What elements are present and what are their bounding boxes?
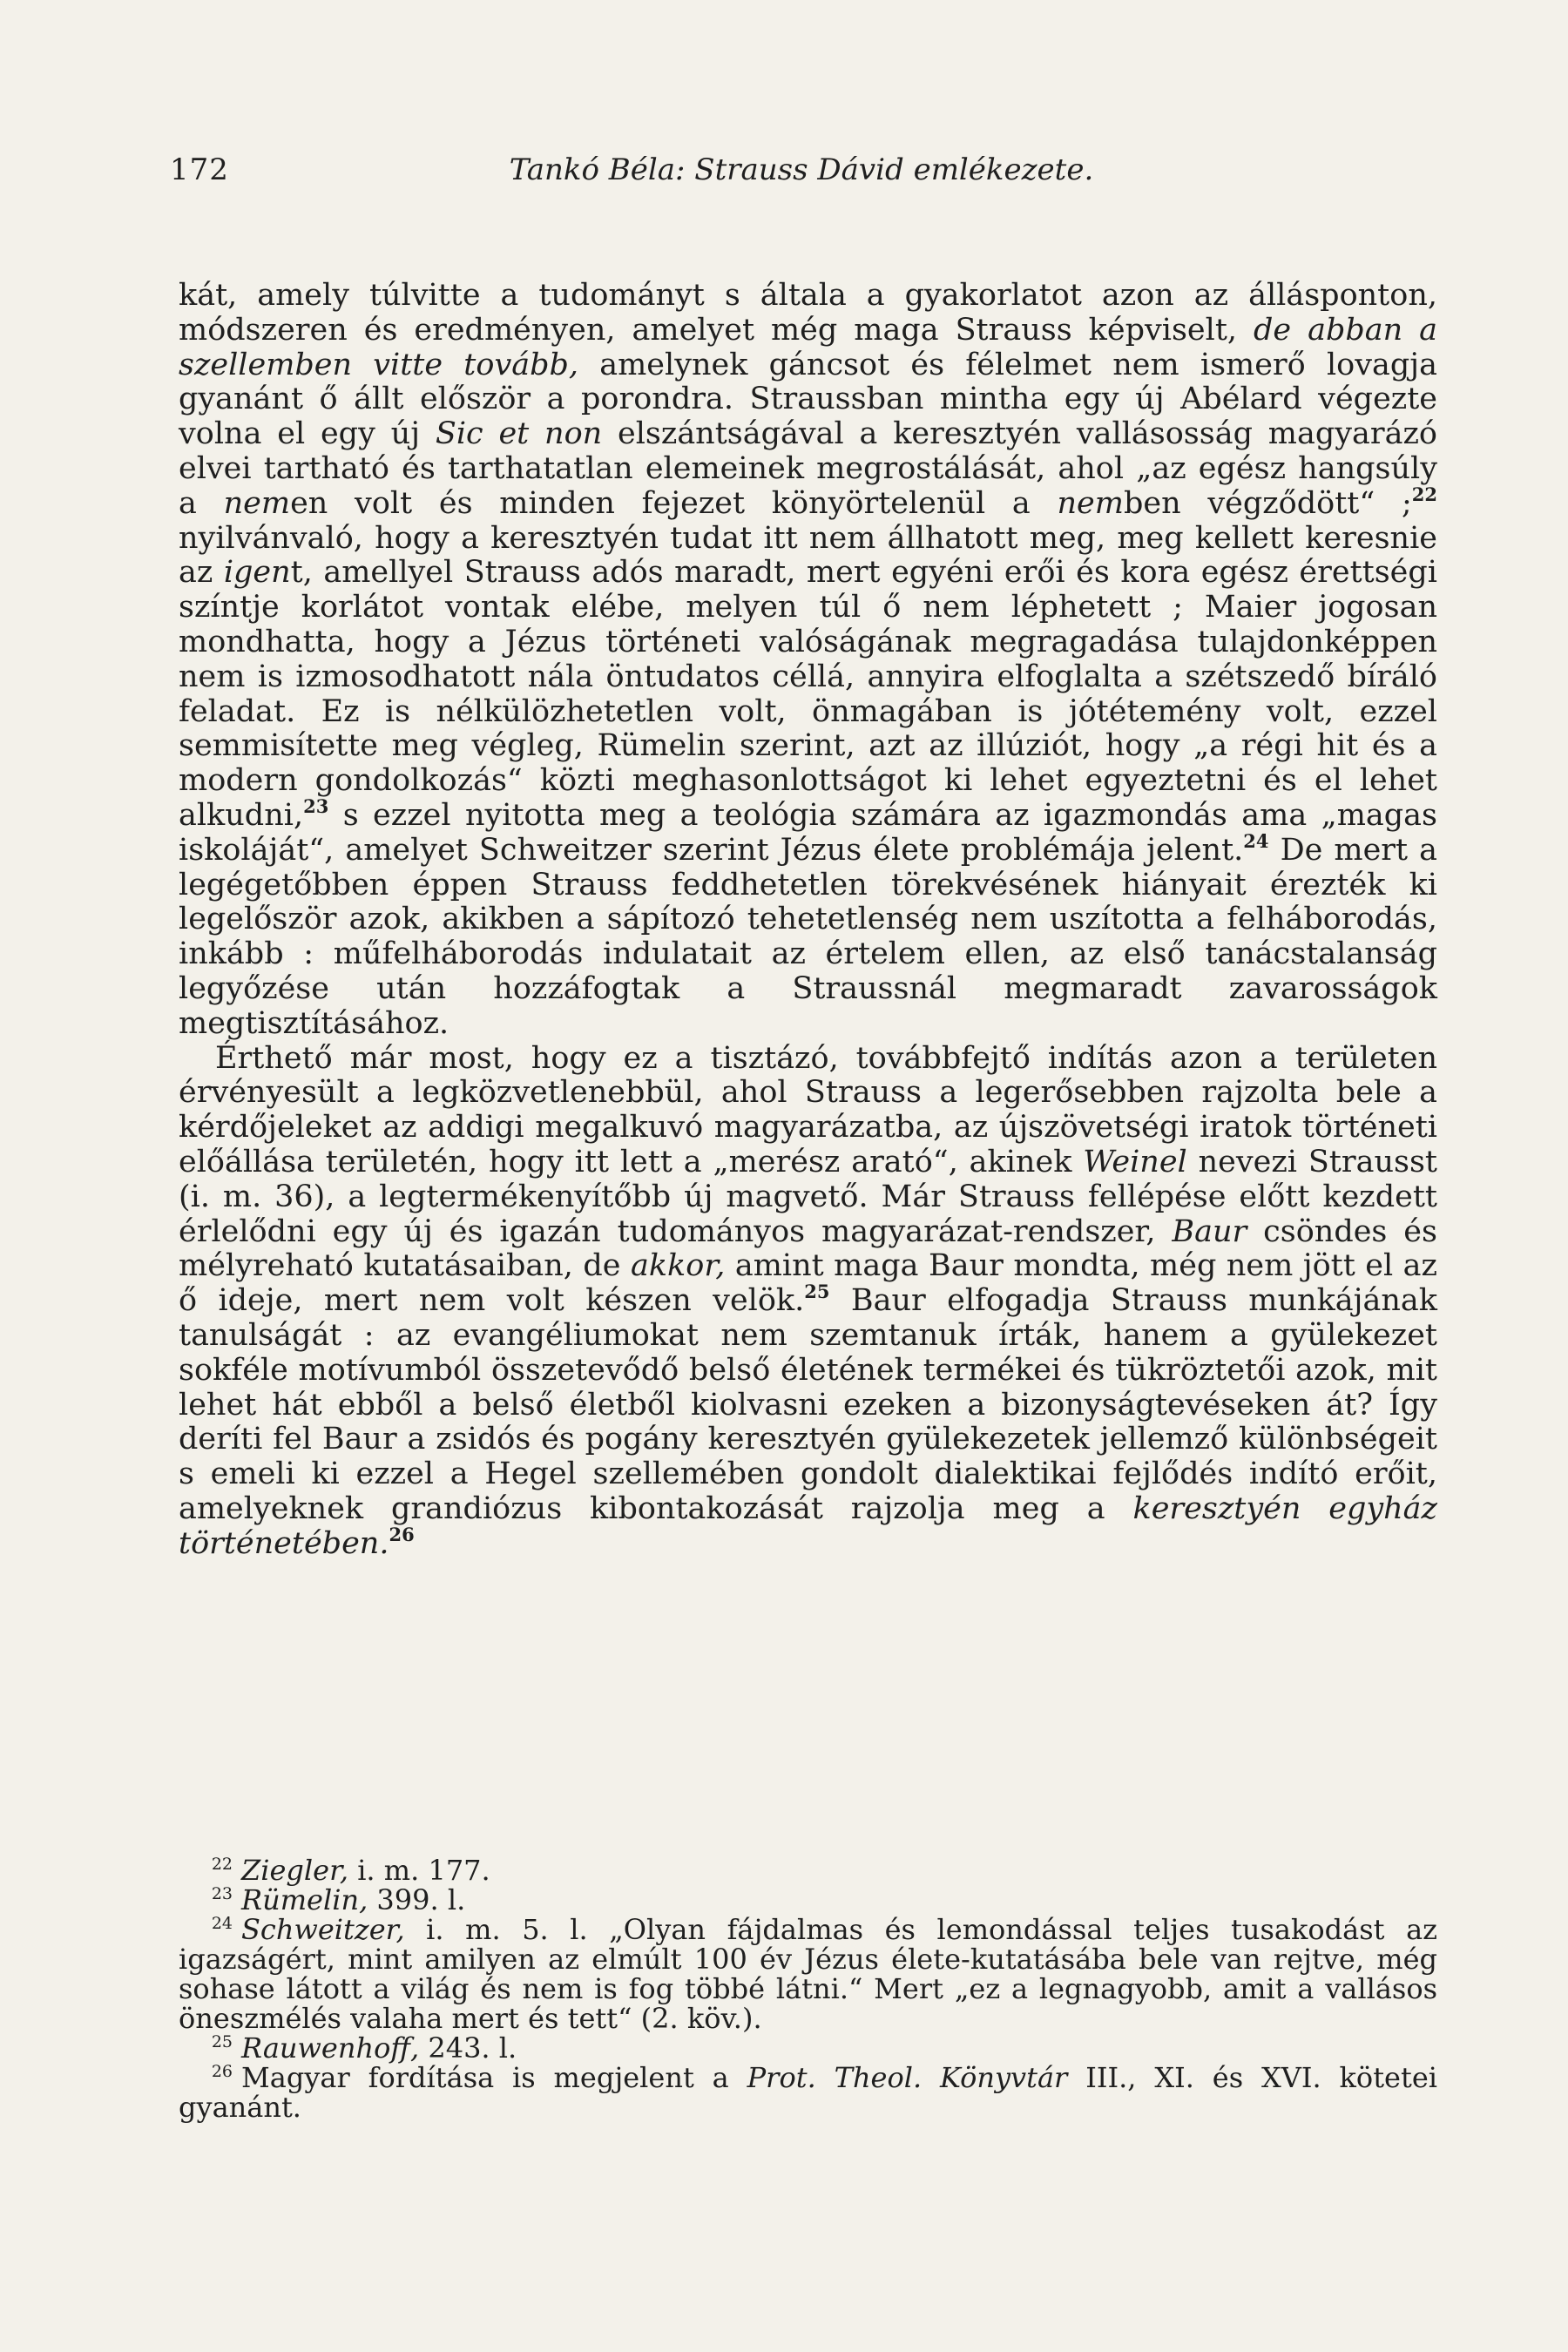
body-text (179, 279, 1437, 1561)
italic-text: igen (223, 555, 291, 591)
text-run: 243. l. (419, 2031, 517, 2065)
footnote-number-text: 26 (211, 2062, 233, 2081)
italic-text: Rümelin, (241, 1883, 368, 1916)
text-run: en volt és minden fejezet könyörtelenül a (290, 485, 1058, 521)
italic-text: Sic et non (435, 416, 603, 452)
italic-text: Rauwenhoff, (241, 2031, 420, 2065)
text-run: 399. l. (368, 1883, 466, 1916)
italic-text: de abban a szellemben vitte tovább, (179, 312, 1437, 382)
text-run: Magyar fordítása is megjelent a (241, 2061, 747, 2094)
footnote-reference: 23 (303, 794, 329, 817)
italic-text: Prot. Theol. Könyvtár (747, 2061, 1068, 2094)
running-title: Tankó Béla: Strauss Dávid emlékezete. (509, 152, 1094, 187)
text-run: ben végződött“ ; (1123, 485, 1412, 521)
footnote-number (179, 2033, 241, 2063)
italic-text: nem (223, 485, 291, 521)
page-number: 172 (170, 152, 229, 187)
footnote (179, 1885, 1437, 1915)
text-run: i. m. 5. l. „Olyan fájdalmas és lemondással teljes tusakodást az igazságért, mint amilyen az elmúlt 100 év Jézus élete-kutatásába bele van rejtve, még sohase látott a világ és nem is fog többé látni.“ Mert „ez a legnagyobb, amit a vallásos öneszmélés valaha mert és tett“ (2. köv.). (179, 1913, 1437, 2035)
italic-text: keresztyén egyház történetében. (179, 1490, 1437, 1561)
footnote-number-text: 25 (211, 2032, 233, 2051)
text-run: i. m. 177. (348, 1854, 490, 1887)
footnote (179, 2063, 1437, 2122)
footnote-reference: 24 (1243, 829, 1269, 852)
text-run: De mert a legégetőbben éppen Strauss feddhetetlen törekvésének hiányait érezték ki legelőször azok, akikben a sápítozó tehetetlenség nem uszította a felháborodás, inkább : műfelháborodás indulatait az értelem ellen, az első tanácstalanság legyőzése után hozzáfogtak a Straussnál megmaradt zavarosságok megtisztításához. (179, 832, 1438, 1041)
text-run: csöndes és mélyreható kutatásaiban, de (179, 1213, 1437, 1284)
footnote-reference: 26 (389, 1523, 415, 1545)
footnote-number (179, 1855, 241, 1885)
footnote (179, 1855, 1437, 1885)
paragraph (179, 279, 1437, 1042)
text-run: kát, amely túlvitte a tudományt s általa a gyakorlatot azon az állásponton, módszeren és eredményen, amelyet még maga Strauss képviselt, (179, 278, 1437, 348)
paragraph (179, 1042, 1437, 1562)
italic-text: Baur (1172, 1213, 1247, 1249)
footnote-number (179, 1885, 241, 1915)
italic-text: Schweitzer, (241, 1913, 405, 1946)
text-run: t, amellyel Strauss adós maradt, mert egyéni erői és kora egész érettségi színtje korlátot vontak elébe, melyen túl ő nem léphetett ; Maier jogosan mondhatta, hogy a Jézus történeti valóságának megragadása tulajdonképpen nem is izmosodhatott nála öntudatos céllá, annyira elfoglalta a szétszedő bíráló feladat. Ez is nélkülözhetetlen volt, önmagában is jótétemény volt, ezzel semmisítette meg végleg, Rümelin szerint, azt az illúziót, hogy „a régi hit és a modern gondolkozás“ közti meghasonlottságot ki lehet egyeztetni és el lehet alkudni, (179, 555, 1437, 833)
footnotes (179, 1855, 1437, 2122)
footnote-number-text: 23 (211, 1884, 233, 1903)
italic-text: akkor, (630, 1248, 726, 1284)
footnote-number-text: 24 (211, 1914, 233, 1933)
text-run: nevezi Strausst (i. m. 36), a legtermékenyítőbb új magvető. Már Strauss fellépése előtt kezdett érlelődni egy új és igazán tudományos magyarázat-rendszer, (179, 1144, 1437, 1249)
text-run: amint maga Baur mondta, még nem jött el az ő ideje, mert nem volt készen velök. (179, 1248, 1437, 1319)
footnote (179, 1915, 1437, 2033)
footnote-reference: 25 (804, 1281, 830, 1303)
text-run: Érthető már most, hogy ez a tisztázó, továbbfejtő indítás azon a területen érvényesült a legközvetlenebbül, ahol Strauss a legerősebben rajzolta bele a kérdőjeleket az addigi megalkuvó magyarázatba, az újszövetségi iratok történeti előállása területén, hogy itt lett a „merész arató“, akinek (179, 1040, 1437, 1179)
text-run: amelynek gáncsot és félelmet nem ismerő lovagja gyanánt ő állt először a porondra. Straussban mintha egy új Abélard végezte volna el egy új (179, 347, 1437, 452)
footnote (179, 2033, 1437, 2063)
text-run: elszántságával a keresztyén vallásosság magyarázó elvei tartható és tarthatatlan elemeinek megrostálását, ahol „az egész hangsúly a (179, 416, 1438, 521)
italic-text: Weinel (1083, 1144, 1187, 1179)
page-header (170, 152, 1433, 205)
footnote-reference: 22 (1411, 483, 1438, 505)
italic-text: nem (1057, 485, 1124, 521)
footnote-number-text: 22 (211, 1855, 233, 1874)
italic-text: Ziegler, (241, 1854, 349, 1887)
footnote-number (179, 1915, 241, 1944)
text-run: nyilvánvaló, hogy a keresztyén tudat itt nem állhatott meg, meg kellett keresnie az (179, 520, 1437, 591)
text-run: III., XI. és XVI. kötetei gyanánt. (179, 2061, 1438, 2124)
text-run: Baur elfogadja Strauss munkájának tanulságát : az evangéliumokat nem szemtanuk írták, hanem a gyülekezet sokféle motívumból összetevődő belső életének termékei és tükröztetői azok, mit lehet hát ebből a belső életből kiolvasni ezeken a bizonyságtevéseken át? Így deríti fel Baur a zsidós és pogány keresztyén gyülekezetek jellemző különbségeit s emeli ki ezzel a Hegel szellemében gondolt dialektikai fejlődés indító erőit, amelyeknek grandiózus kibontakozását rajzolja meg a (179, 1283, 1437, 1526)
footnote-number (179, 2063, 241, 2092)
text-run: s ezzel nyitotta meg a teológia számára az igazmondás ama „magas iskoláját“, amelyet Schweitzer szerint Jézus élete problémája jelent. (179, 797, 1437, 868)
